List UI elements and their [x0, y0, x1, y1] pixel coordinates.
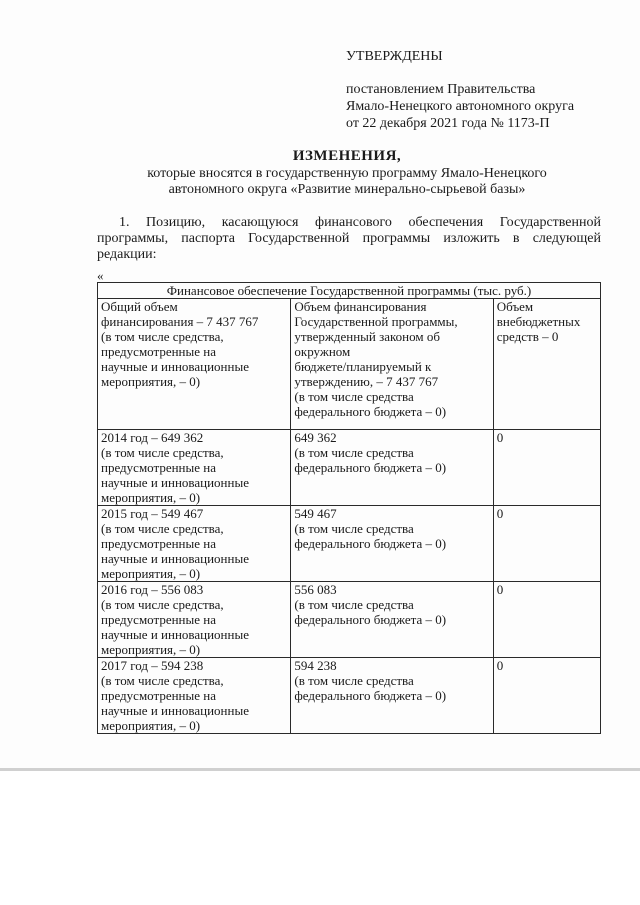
cell-line: 549 467: [294, 506, 337, 521]
scan-edge: [0, 768, 640, 771]
cell-line: 2016 год – 556 083: [101, 582, 204, 597]
cell-line: (в том числе средства: [294, 521, 414, 536]
cell-line: финансирования – 7 437 767: [101, 314, 259, 329]
cell-line: 0: [496, 582, 504, 597]
approval-block: [346, 48, 574, 132]
table-caption: Финансовое обеспечение Государственной программы (тыс. руб.): [98, 283, 601, 299]
cell-line: (в том числе средства: [294, 673, 414, 688]
cell-line: предусмотренные на: [101, 688, 217, 703]
total-financing-cell: [98, 299, 291, 430]
cell-line: мероприятия, – 0): [101, 718, 201, 733]
cell-line: Общий объем: [101, 299, 178, 314]
cell-line: (в том числе средства: [294, 389, 414, 404]
cell-line: утвержденный законом об: [294, 329, 440, 344]
cell-line: бюджете/планируемый к: [294, 359, 432, 374]
cell-line: мероприятия, – 0): [101, 490, 201, 505]
cell-line: средств – 0: [496, 329, 559, 344]
extrabudget-cell: [493, 299, 600, 430]
cell-line: внебюджетных: [496, 314, 581, 329]
cell-line: (в том числе средства: [294, 445, 414, 460]
cell-line: 649 362: [294, 430, 337, 445]
year-budget-cell: [291, 658, 493, 734]
cell-line: (в том числе средства,: [101, 521, 224, 536]
budget-financing-cell: [291, 299, 493, 430]
amendment-paragraph: 1. Позицию, касающуюся финансового обеспечения Государственной программы, паспорта Государственной программы изложить в следующей редакции:: [97, 215, 601, 262]
cell-line: предусмотренные на: [101, 460, 217, 475]
opening-quote: «: [97, 268, 104, 283]
cell-line: Объем финансирования: [294, 299, 427, 314]
cell-line: (в том числе средства,: [101, 597, 224, 612]
cell-line: предусмотренные на: [101, 612, 217, 627]
heading-line: которые вносятся в государственную программу Ямало-Ненецкого: [147, 166, 547, 181]
cell-line: утверждению, – 7 437 767: [294, 374, 439, 389]
table-row: [98, 506, 601, 582]
year-extrabudget-cell: [493, 658, 600, 734]
cell-line: федерального бюджета – 0): [294, 404, 447, 419]
table-row: [98, 582, 601, 658]
year-extrabudget-cell: [493, 506, 600, 582]
cell-line: научные и инновационные: [101, 359, 249, 374]
cell-line: (в том числе средства: [294, 597, 414, 612]
document-heading: [97, 148, 597, 198]
year-total-cell: [98, 658, 291, 734]
approval-line: Ямало-Ненецкого автономного округа: [346, 99, 575, 114]
cell-line: федерального бюджета – 0): [294, 612, 447, 627]
cell-line: мероприятия, – 0): [101, 566, 201, 581]
cell-line: 594 238: [294, 658, 337, 673]
cell-line: предусмотренные на: [101, 344, 217, 359]
heading-line: автономного округа «Развитие минерально-сырьевой базы»: [168, 182, 526, 197]
cell-line: 0: [496, 430, 504, 445]
year-total-cell: [98, 582, 291, 658]
year-budget-cell: [291, 430, 493, 506]
year-total-cell: [98, 506, 291, 582]
cell-line: окружном: [294, 344, 351, 359]
heading-title: ИЗМЕНЕНИЯ,: [292, 148, 402, 164]
approval-title: УТВЕРЖДЕНЫ: [346, 49, 443, 64]
cell-line: научные и инновационные: [101, 551, 249, 566]
cell-line: 2014 год – 649 362: [101, 430, 204, 445]
cell-line: 0: [496, 658, 504, 673]
cell-line: федерального бюджета – 0): [294, 536, 447, 551]
year-extrabudget-cell: [493, 582, 600, 658]
cell-line: 0: [496, 506, 504, 521]
approval-line: от 22 декабря 2021 года № 1173-П: [346, 116, 550, 131]
cell-line: федерального бюджета – 0): [294, 460, 447, 475]
table-header-row: [98, 299, 601, 430]
cell-line: федерального бюджета – 0): [294, 688, 447, 703]
year-extrabudget-cell: [493, 430, 600, 506]
cell-line: 2015 год – 549 467: [101, 506, 204, 521]
cell-line: (в том числе средства,: [101, 673, 224, 688]
year-budget-cell: [291, 582, 493, 658]
cell-line: научные и инновационные: [101, 627, 249, 642]
cell-line: 556 083: [294, 582, 337, 597]
table-row: [98, 430, 601, 506]
cell-line: научные и инновационные: [101, 475, 249, 490]
cell-line: Объем: [496, 299, 534, 314]
year-total-cell: [98, 430, 291, 506]
cell-line: (в том числе средства,: [101, 445, 224, 460]
cell-line: предусмотренные на: [101, 536, 217, 551]
cell-line: научные и инновационные: [101, 703, 249, 718]
financing-table: [97, 282, 601, 734]
year-budget-cell: [291, 506, 493, 582]
table-row: [98, 658, 601, 734]
cell-line: (в том числе средства,: [101, 329, 224, 344]
cell-line: Государственной программы,: [294, 314, 458, 329]
cell-line: 2017 год – 594 238: [101, 658, 204, 673]
approval-line: постановлением Правительства: [346, 82, 536, 97]
cell-line: мероприятия, – 0): [101, 374, 201, 389]
cell-line: мероприятия, – 0): [101, 642, 201, 657]
